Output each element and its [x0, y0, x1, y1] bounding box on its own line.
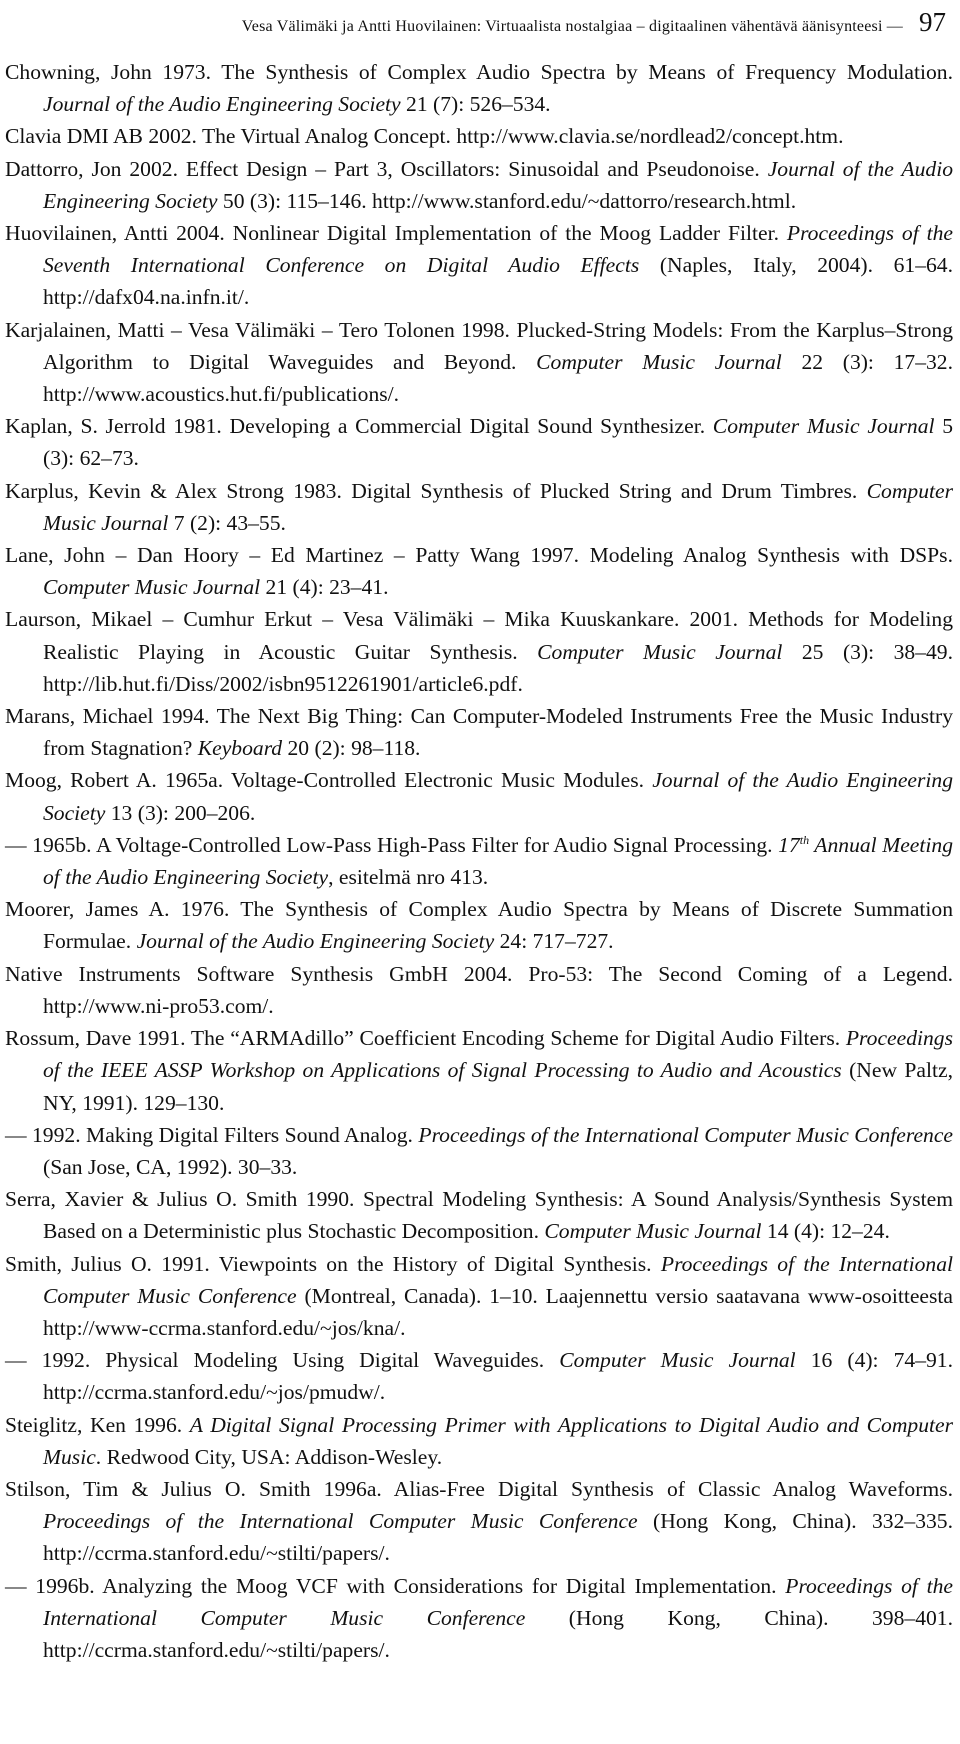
reference-entry: Lane, John – Dan Hoory – Ed Martinez – Patty Wang 1997. Modeling Analog Synthesis with DSPs. Computer Music Journal 21 (4): 23–41. — [5, 543, 953, 600]
reference-entry: Steiglitz, Ken 1996. A Digital Signal Processing Primer with Applications to Digital Audio and Computer Music. Redwood City, USA: Addison-Wesley. — [5, 1412, 953, 1469]
page-number: 97 — [919, 7, 946, 37]
reference-entry: — 1992. Making Digital Filters Sound Analog. Proceedings of the International Computer Music Conference (San Jose, CA, 1992). 30–33. — [5, 1122, 953, 1179]
reference-entry: Laurson, Mikael – Cumhur Erkut – Vesa Välimäki – Mika Kuuskankare. 2001. Methods for Modeling Realistic Playing in Acoustic Guitar Synthesis. Computer Music Journal 25 (3): 38–49. http://lib.hut.fi/Diss/2002/isbn9512261901/article6.pdf. — [5, 607, 953, 696]
reference-entry: Huovilainen, Antti 2004. Nonlinear Digital Implementation of the Moog Ladder Filter. Proceedings of the Seventh International Conference on Digital Audio Effects (Naples, Italy, 2004). 61–64. http://dafx04.na.infn.it/. — [5, 221, 953, 310]
reference-entry: Rossum, Dave 1991. The “ARMAdillo” Coefficient Encoding Scheme for Digital Audio Filters. Proceedings of the IEEE ASSP Workshop on Applications of Signal Processing to Audio and Acoustics (New Paltz, NY, 1991). 129–130. — [5, 1026, 953, 1115]
reference-entry: — 1992. Physical Modeling Using Digital Waveguides. Computer Music Journal 16 (4): 74–91. http://ccrma.stanford.edu/~jos/pmudw/. — [5, 1348, 953, 1405]
running-title: Vesa Välimäki ja Antti Huovilainen: Virtuaalista nostalgiaa – digitaalinen vähentävä äänisynteesi — — [241, 18, 903, 35]
reference-entry: Clavia DMI AB 2002. The Virtual Analog Concept. http://www.clavia.se/nordlead2/concept.htm. — [5, 124, 844, 149]
reference-entry: Smith, Julius O. 1991. Viewpoints on the History of Digital Synthesis. Proceedings of the International Computer Music Conference (Montreal, Canada). 1–10. Laajennettu versio saatavana www-osoitteesta http://www-ccrma.stanford.edu/~jos/kna/. — [5, 1251, 953, 1340]
reference-entry: Marans, Michael 1994. The Next Big Thing: Can Computer-Modeled Instruments Free the Music Industry from Stagnation? Keyboard 20 (2): 98–118. — [5, 704, 953, 761]
reference-entry: Native Instruments Software Synthesis GmbH 2004. Pro-53: The Second Coming of a Legend. http://www.ni-pro53.com/. — [5, 961, 953, 1018]
reference-entry: Karplus, Kevin & Alex Strong 1983. Digital Synthesis of Plucked String and Drum Timbres. Computer Music Journal 7 (2): 43–55. — [5, 478, 953, 535]
reference-entry: Kaplan, S. Jerrold 1981. Developing a Commercial Digital Sound Synthesizer. Computer Music Journal 5 (3): 62–73. — [5, 414, 953, 471]
reference-list — [5, 56, 953, 1666]
reference-entry: Dattorro, Jon 2002. Effect Design – Part 3, Oscillators: Sinusoidal and Pseudonoise. Journal of the Audio Engineering Society 50 (3): 115–146. http://www.stanford.edu/~dattorro/research.html. — [5, 156, 953, 213]
reference-entry: Karjalainen, Matti – Vesa Välimäki – Tero Tolonen 1998. Plucked-String Models: From the Karplus–Strong Algorithm to Digital Waveguides and Beyond. Computer Music Journal 22 (3): 17–32. http://www.acoustics.hut.fi/publications/. — [5, 317, 953, 407]
reference-entry: Serra, Xavier & Julius O. Smith 1990. Spectral Modeling Synthesis: A Sound Analysis/Synthesis System Based on a Deterministic plus Stochastic Decomposition. Computer Music Journal 14 (4): 12–24. — [5, 1187, 953, 1244]
reference-entry: Stilson, Tim & Julius O. Smith 1996a. Alias-Free Digital Synthesis of Classic Analog Waveforms. Proceedings of the International Computer Music Conference (Hong Kong, China). 332–335. http://ccrma.stanford.edu/~stilti/papers/. — [5, 1476, 953, 1566]
reference-entry: — 1996b. Analyzing the Moog VCF with Considerations for Digital Implementation. Proceedings of the International Computer Music Conference (Hong Kong, China). 398–401. http://ccrma.stanford.edu/~stilti/papers/. — [5, 1573, 953, 1662]
reference-entry: Moog, Robert A. 1965a. Voltage-Controlled Electronic Music Modules. Journal of the Audio Engineering Society 13 (3): 200–206. — [5, 768, 953, 825]
reference-entry: Chowning, John 1973. The Synthesis of Complex Audio Spectra by Means of Frequency Modulation. Journal of the Audio Engineering Society 21 (7): 526–534. — [5, 60, 953, 117]
page-header — [0, 0, 946, 36]
reference-entry: — 1965b. A Voltage-Controlled Low-Pass High-Pass Filter for Audio Signal Processing. 17th Annual Meeting of the Audio Engineering Society, esitelmä nro 413. — [5, 832, 953, 890]
reference-entry: Moorer, James A. 1976. The Synthesis of Complex Audio Spectra by Means of Discrete Summation Formulae. Journal of the Audio Engineering Society 24: 717–727. — [5, 897, 953, 954]
